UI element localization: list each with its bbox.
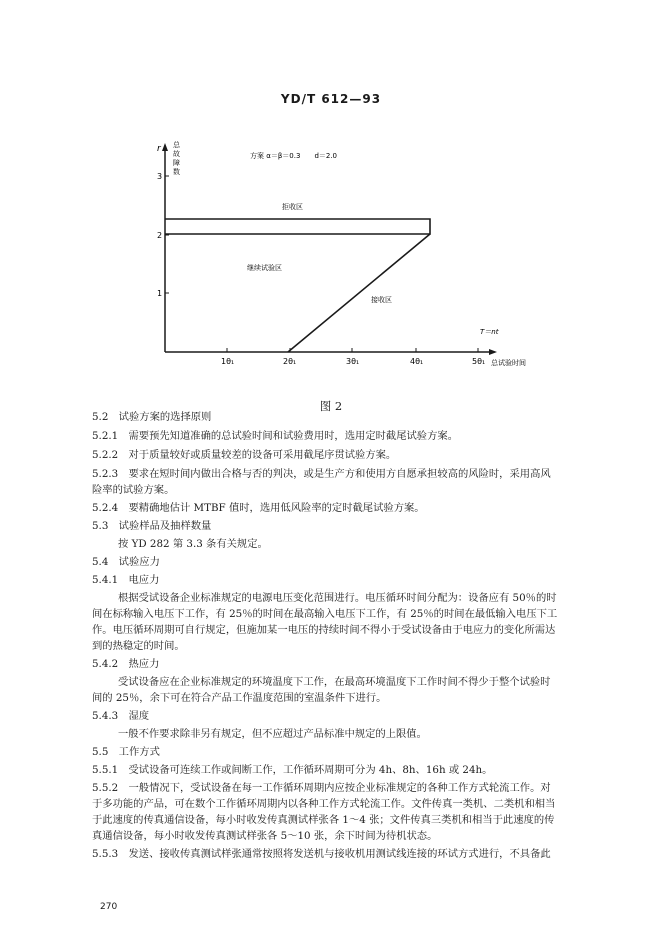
- reject-boundary-line: [165, 219, 430, 234]
- x-axis-label: 总试验时间: [491, 359, 526, 367]
- section-heading: 5.4.3 湿度: [92, 710, 150, 722]
- section-heading: 5.4 试验应力: [92, 556, 160, 568]
- y-axis-arrow: [162, 143, 168, 151]
- formula-label: T＝nt: [480, 328, 499, 336]
- figure-2-chart: [0, 0, 662, 400]
- x-tick-label-5: 5θ₁: [472, 357, 486, 366]
- section-heading: 5.4.2 热应力: [92, 658, 160, 670]
- section-heading: 5.3 试验样品及抽样数量: [92, 520, 212, 532]
- paragraph-line: 5.5.3 发送、接收传真测试样张通常按照将发送机与接收机用测试线连接的环试方式进行，不具备此: [92, 848, 551, 860]
- paragraph-line: 于此速度的传真通信设备，每小时收发传真测试样张各 1～4 张；文件传真三类机和相当于此速度的传: [92, 814, 555, 826]
- paragraph-line: 5.2.3 要求在短时间内做出合格与否的判决，或是生产方和使用方自愿承担较高的风险时，采用高风: [92, 468, 551, 480]
- x-tick-label-2: 2θ₁: [283, 357, 297, 366]
- paragraph-line: 一般不作要求除非另有规定，但不应超过产品标准中规定的上限值。: [118, 728, 427, 740]
- paragraph-line: 于多功能的产品，可在数个工作循环周期内以各种工作方式轮流工作。文件传真一类机、二类机和相当: [92, 798, 556, 810]
- paragraph-line: 5.2.4 要精确地估计 MTBF 值时，选用低风险率的定时截尾试验方案。: [92, 502, 425, 514]
- page-number: 270: [100, 902, 118, 912]
- y-tick-label-3: 3: [157, 172, 163, 181]
- y-axis-label-4: 数: [173, 168, 180, 176]
- continue-region-label: 继续试验区: [247, 264, 282, 272]
- y-tick-label-2: 2: [157, 231, 163, 240]
- y-axis-symbol: r: [157, 144, 161, 154]
- figure-caption: 图 2: [319, 399, 343, 413]
- accept-boundary-line: [288, 234, 430, 352]
- paragraph-line: 根据受试设备企业标准规定的电源电压变化范围进行。电压循环时间分配为：设备应有 50％的时: [118, 592, 557, 604]
- section-heading: 5.5 工作方式: [92, 746, 160, 758]
- x-tick-label-3: 3θ₁: [346, 357, 360, 366]
- y-axis-label-3: 障: [173, 159, 180, 167]
- paragraph-line: 5.5.1 受试设备可连续工作或间断工作，工作循环周期可分为 4h、8h、16h 或 24h。: [92, 764, 493, 776]
- paragraph-line: 5.5.2 一般情况下，受试设备在每一工作循环周期内应按企业标准规定的各种工作方式轮流工作。对: [92, 782, 551, 794]
- x-tick-label-4: 4θ₁: [410, 357, 424, 366]
- paragraph-line: 间在标称输入电压下工作，有 25％的时间在最高输入电压下工作，有 25％的时间在最低输入电压下工: [92, 608, 558, 620]
- paragraph-line: 险率的试验方案。: [92, 484, 175, 496]
- x-axis-arrow: [489, 349, 497, 355]
- section-heading: 5.2 试验方案的选择原则: [92, 411, 212, 423]
- test-plan-params: 方案 α＝β＝0.3 d＝2.0: [250, 152, 338, 160]
- document-code: YD/T 612—93: [280, 92, 382, 106]
- section-heading: 5.4.1 电应力: [92, 574, 160, 586]
- paragraph-line: 5.2.1 需要预先知道准确的总试验时间和试验费用时，选用定时截尾试验方案。: [92, 430, 458, 442]
- y-axis-label-1: 总: [173, 141, 180, 149]
- paragraph-line: 作。电压循环周期可自行规定，但施加某一电压的持续时间不得小于受试设备由于电应力的变化所需达: [92, 624, 556, 636]
- paragraph-line: 按 YD 282 第 3.3 条有关规定。: [118, 538, 268, 550]
- y-tick-label-1: 1: [157, 289, 163, 298]
- reject-region-label: 拒收区: [282, 203, 303, 211]
- paragraph-line: 间的 25％，余下可在符合产品工作温度范围的室温条件下进行。: [92, 692, 387, 704]
- paragraph-line: 5.2.2 对于质量较好或质量较差的设备可采用截尾序贯试验方案。: [92, 449, 397, 461]
- x-tick-label-1: 1θ₁: [221, 357, 235, 366]
- y-axis-label-2: 故: [173, 150, 180, 158]
- paragraph-line: 到的热稳定的时间。: [92, 640, 185, 652]
- paragraph-line: 真通信设备，每小时收发传真测试样张各 5～10 张，余下时间为待机状态。: [92, 830, 438, 842]
- paragraph-line: 受试设备应在企业标准规定的环境温度下工作，在最高环境温度下工作时间不得少于整个试验时: [118, 676, 551, 688]
- accept-region-label: 接收区: [371, 296, 392, 304]
